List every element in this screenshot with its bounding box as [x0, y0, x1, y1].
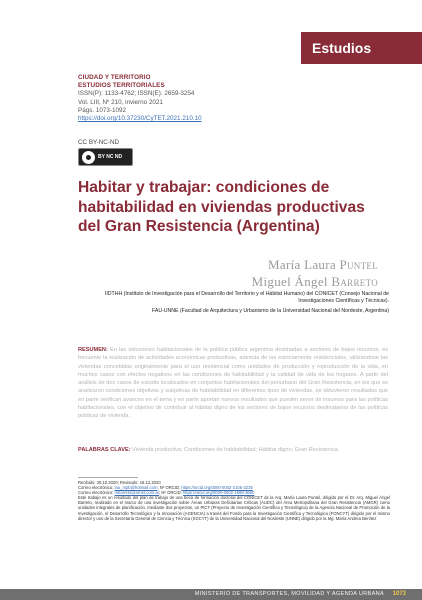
keywords-label: PALABRAS CLAVE: [78, 447, 131, 453]
email-2-link[interactable]: mbarreto@arnet.com.ar [114, 490, 160, 496]
funding-note: Este trabajo es un resultado del plan de trabajo de una beca de formación doctoral del CONICET de la Arq. María Laura Puntel, dirigido por el Dr. Arq. Miguel Ángel Barreto, realizado en el marco de una investigación sobre Áreas Urbanas Deficitarias Críticas (AUDC) del Área Metropolitana del Gran Resistencia (AMGR) como unidades integrales de planificación, mediante dos proyectos, un PICT (Proyecto de Investigación Científica y Tecnológica) de la Agencia Nacional de Promoción de la Investigación, el Desarrollo Tecnológico y la Innovación (AGENCIA) a través del Fondo para la Investigación Científica y Tecnológica (FONCYT) dirigido por el mismo director y uno de la Secretaría General de Ciencia y Técnica (SGCYT) de la Universidad Nacional del Nordeste (UNNE) dirigido por la Mg. María Andrea Benítez [78, 495, 390, 521]
footnote-divider [78, 477, 138, 478]
orcid-2-label: ; Nº ORCID: [159, 490, 183, 496]
footer-publisher: MINISTERIO DE TRANSPORTES, MOVILIDAD Y AGENDA URBANA [194, 591, 384, 597]
keywords [78, 446, 388, 454]
section-label: Estudios [312, 40, 372, 56]
journal-pages: Págs. 1073-1092 [78, 106, 126, 114]
cc-circle-icon [82, 151, 95, 164]
author-2 [118, 274, 378, 290]
orcid-2-link[interactable]: https://orcid.org/0000-0002-1598-3660 [182, 490, 255, 496]
cc-badge-label: BY NC ND [98, 154, 123, 160]
author-1-first: María Laura [268, 257, 340, 272]
abstract [78, 346, 388, 421]
keywords-text: Vivienda productiva; Condiciones de habitabilidad; Hábitat digno; Gran Resistencia. [130, 447, 340, 453]
journal-subname: ESTUDIOS TERRITORIALES [78, 82, 165, 90]
author-1-last: Puntel [339, 257, 378, 272]
orcid-1-link[interactable]: https://orcid.org/0000-0002-2105-2235 [181, 485, 253, 491]
affiliation-2: FAU-UNNE (Facultad de Arquitectura y Urbanismo de la Universidad Nacional del Nordeste, Argentina) [151, 308, 389, 314]
section-tab [301, 32, 422, 64]
footnotes [78, 480, 390, 521]
doi-link[interactable]: https://doi.org/10.37230/CyTET.2021.210.10 [78, 115, 202, 123]
creative-commons-icon[interactable] [78, 148, 133, 166]
journal-issn: ISSN(P): 1133-4762; ISSN(E): 2659-3254 [78, 90, 195, 98]
license-text: CC BY-NC-ND [78, 139, 120, 146]
page-footer [0, 589, 422, 600]
abstract-text: En las soluciones habitacionales de la política pública argentina destinadas a sectores de bajos recursos, es frecuente la realización de actividades económicas productivas, además de las estrictamente residenciales, utilizándose las viviendas concebidas originalmente para el uso residencial como unidades de producción y reproducción de la vida, en muchos casos con efectos negativos en las condiciones de habitabilidad y la calidad de vida de los hogares. A partir del análisis de dos casos de estudio localizados en conjuntos habitacionales del periurbano del Gran Resistencia, en los que se analizaron condiciones objetivas y subjetivas de habitabilidad en diferentes tipos de viviendas, se obtuvieron resultados que en parte verifican avances en el tema y en parte aportan nuevos resultados que pueden servir de insumos para las políticas habitacionales, con el objetivo de contribuir al hábitat digno de los sectores de bajos recursos destinatarios de las políticas públicas de vivienda. [78, 347, 388, 420]
author-2-last: Barreto [331, 274, 378, 289]
orcid-1-label: ; Nº ORCID: [157, 485, 182, 491]
received-dates: Recibido: 30.10.2020; Revisado: 18.12.2020 [78, 480, 161, 485]
page-number: 1073 [392, 591, 406, 597]
abstract-label: RESUMEN: [78, 347, 108, 353]
journal-info [78, 74, 378, 123]
email-2-label: Correo electrónico: [78, 490, 115, 496]
article-title: Habitar y trabajar: condiciones de habitabilidad en viviendas productivas del Gran Resistencia (Argentina) [78, 179, 365, 235]
email-1-link[interactable]: lau_mpb@hotmail.com [114, 485, 158, 491]
email-1-label: Correo electrónico: [78, 485, 115, 491]
journal-name: CIUDAD Y TERRITORIO [78, 74, 151, 81]
journal-volume: Vol. LIII, Nº 210, invierno 2021 [78, 98, 163, 106]
author-2-first: Miguel Ángel [251, 274, 332, 289]
author-1 [118, 257, 378, 273]
affiliation-1: IIDTHH (Instituto de Investigación para el Desarrollo del Territorio y el Hábitat Humano) del CONICET (Consejo Nacional de Investigaciones Científicas y Técnicas). [104, 291, 389, 304]
